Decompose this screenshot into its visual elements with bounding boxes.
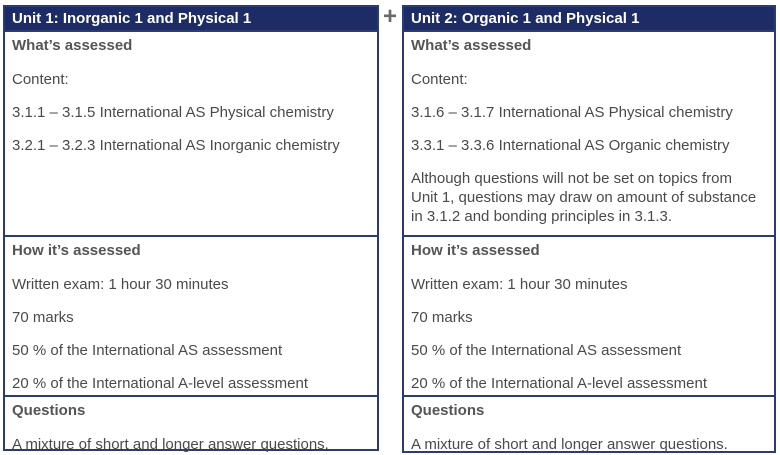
unit1-questions-text: A mixture of short and longer answer questions. <box>12 436 329 453</box>
unit2-content-item-2: 3.3.1 – 3.3.6 International AS Organic chemistry <box>411 137 730 154</box>
unit2-how-item-1: Written exam: 1 hour 30 minutes <box>411 276 628 293</box>
unit1-content-item-2: 3.2.1 – 3.2.3 International AS Inorganic chemistry <box>12 137 340 154</box>
unit1-how-item-1: Written exam: 1 hour 30 minutes <box>12 276 229 293</box>
unit2-note-line-3: in 3.1.2 and bonding principles in 3.1.3. <box>411 208 673 225</box>
unit2-box <box>402 5 776 453</box>
unit2-how-assessed-section <box>404 235 774 395</box>
unit2-content-label: Content: <box>411 71 468 88</box>
unit2-whats-assessed-section <box>404 30 774 235</box>
unit2-questions-section <box>404 395 774 454</box>
unit2-title: Unit 2: Organic 1 and Physical 1 <box>404 7 774 30</box>
unit1-questions-section <box>5 395 377 454</box>
unit2-whats-assessed-title: What’s assessed <box>411 37 532 54</box>
unit2-how-item-3: 50 % of the International AS assessment <box>411 342 682 359</box>
unit2-note-line-1: Although questions will not be set on topics from <box>411 170 733 187</box>
unit1-box <box>3 5 379 451</box>
unit1-content-item-1: 3.1.1 – 3.1.5 International AS Physical chemistry <box>12 104 334 121</box>
unit2-note-line-2: Unit 1, questions may draw on amount of substance <box>411 189 757 206</box>
unit1-how-assessed-section <box>5 235 377 395</box>
unit1-how-item-4: 20 % of the International A-level assessment <box>12 375 309 392</box>
plus-sign: + <box>382 3 397 30</box>
unit2-how-item-4: 20 % of the International A-level assessment <box>411 375 708 392</box>
unit2-how-item-2: 70 marks <box>411 309 473 326</box>
unit1-how-item-3: 50 % of the International AS assessment <box>12 342 283 359</box>
unit2-how-assessed-title: How it’s assessed <box>411 242 540 259</box>
unit1-whats-assessed-title: What’s assessed <box>12 37 133 54</box>
unit2-questions-title: Questions <box>411 402 485 419</box>
unit1-how-assessed-title: How it’s assessed <box>12 242 141 259</box>
unit1-questions-title: Questions <box>12 402 86 419</box>
unit1-whats-assessed-section <box>5 30 377 235</box>
unit2-questions-text: A mixture of short and longer answer questions. <box>411 436 728 453</box>
unit1-title: Unit 1: Inorganic 1 and Physical 1 <box>5 7 377 30</box>
unit1-how-item-2: 70 marks <box>12 309 74 326</box>
unit2-content-item-1: 3.1.6 – 3.1.7 International AS Physical chemistry <box>411 104 733 121</box>
unit1-content-label: Content: <box>12 71 69 88</box>
